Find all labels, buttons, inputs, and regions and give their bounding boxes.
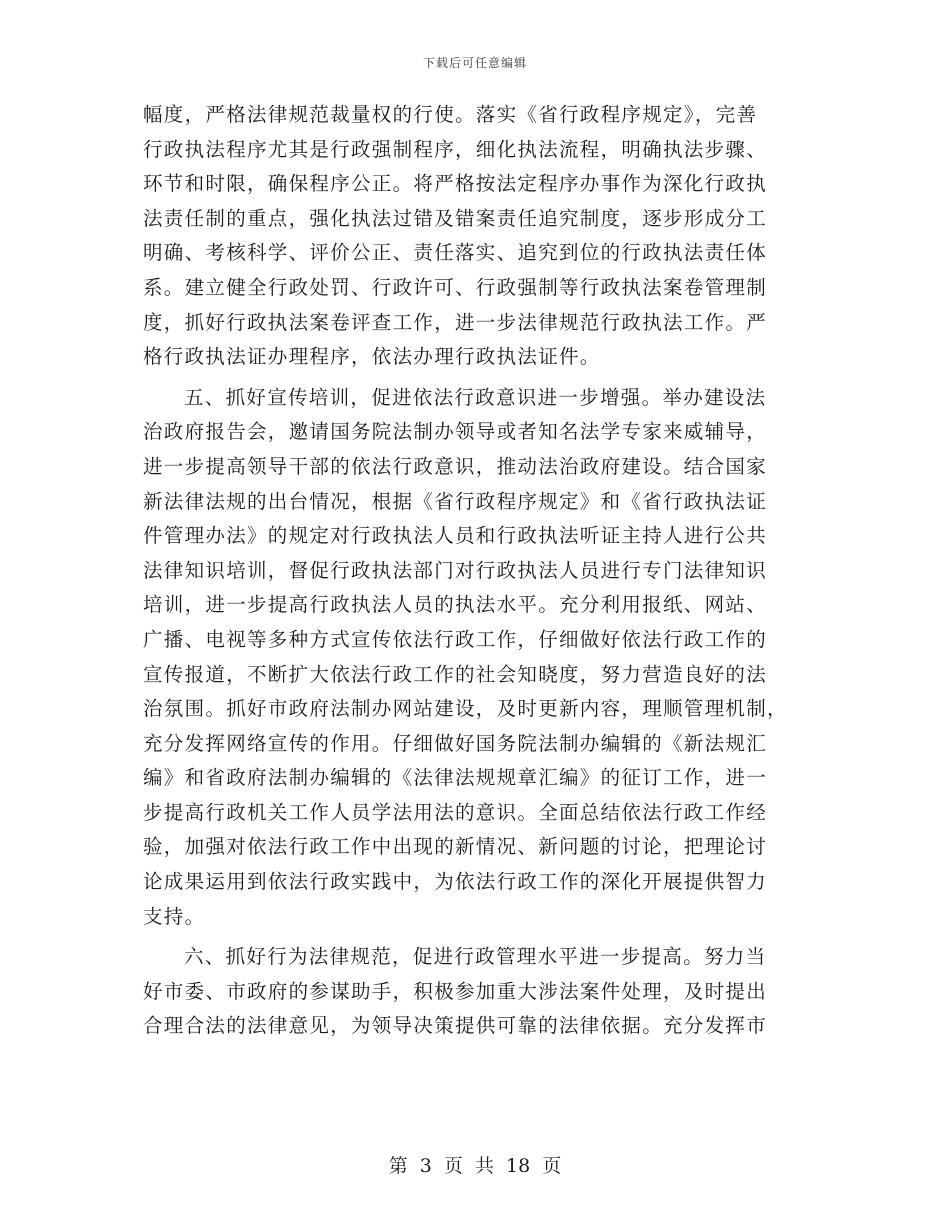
text-line: 件管理办法》的规定对行政执法人员和行政执法听证主持人进行公共 <box>143 524 768 548</box>
page-number: 第 3 页 共 18 页 <box>388 1155 562 1177</box>
paragraph <box>143 98 808 375</box>
page-header-note: 下载后可任意编辑 <box>422 56 527 70</box>
text-line: 好市委、市政府的参谋助手，积极参加重大涉法案件处理，及时提出 <box>143 979 768 1003</box>
text-line: 系。建立健全行政处罚、行政许可、行政强制等行政执法案卷管理制 <box>143 275 768 299</box>
text-line: 度，抓好行政执法案卷评查工作，进一步法律规范行政执法工作。严 <box>143 310 768 334</box>
text-line: 进一步提高领导干部的依法行政意识，推动法治政府建设。结合国家 <box>143 454 768 478</box>
text-line: 环节和时限，确保程序公正。将严格按法定程序办事作为深化行政执 <box>143 172 768 196</box>
text-line: 明确、考核科学、评价公正、责任落实、追究到位的行政执法责任体 <box>143 241 768 265</box>
text-line: 论成果运用到依法行政实践中，为依法行政工作的深化开展提供智力 <box>143 870 768 894</box>
text-line: 法责任制的重点，强化执法过错及错案责任追究制度，逐步形成分工 <box>143 206 768 230</box>
text-line: 宣传报道，不断扩大依法行政工作的社会知晓度，努力营造良好的法 <box>143 662 768 686</box>
paragraph <box>143 940 808 1044</box>
document-body <box>143 98 808 1044</box>
text-line: 编》和省政府法制办编辑的《法律法规规章汇编》的征订工作，进一 <box>143 766 768 790</box>
text-line: 法律知识培训，督促行政执法部门对行政执法人员进行专门法律知识 <box>143 558 768 582</box>
text-line: 广播、电视等多种方式宣传依法行政工作，仔细做好依法行政工作的 <box>143 627 768 651</box>
text-line: 六、抓好行为法律规范，促进行政管理水平进一步提高。努力当 <box>184 945 767 969</box>
text-line: 治氛围。抓好市政府法制办网站建设，及时更新内容，理顺管理机制， <box>143 697 788 721</box>
text-line: 幅度，严格法律规范裁量权的行使。落实《省行政程序规定》，完善 <box>143 103 758 126</box>
text-line: 格行政执法证办理程序，依法办理行政执法证件。 <box>143 345 601 369</box>
text-line: 治政府报告会，邀请国务院法制办领导或者知名法学专家来威辅导， <box>143 420 768 444</box>
text-line: 培训，进一步提高行政执法人员的执法水平。充分利用报纸、网站、 <box>143 593 768 617</box>
text-line: 行政执法程序尤其是行政强制程序，细化执法流程，明确执法步骤、 <box>143 137 768 161</box>
text-line: 合理合法的法律意见，为领导决策提供可靠的法律依据。充分发挥市 <box>143 1014 768 1038</box>
text-line: 五、抓好宣传培训，促进依法行政意识进一步增强。举办建设法 <box>184 385 767 409</box>
text-line: 验，加强对依法行政工作中出现的新情况、新问题的讨论，把理论讨 <box>143 835 768 859</box>
paragraph <box>143 381 808 935</box>
text-line: 充分发挥网络宣传的作用。仔细做好国务院法制办编辑的《新法规汇 <box>143 731 768 755</box>
text-line: 新法律法规的出台情况，根据《省行政程序规定》和《省行政执法证 <box>143 489 768 513</box>
text-line: 支持。 <box>143 904 206 928</box>
text-line: 步提高行政机关工作人员学法用法的意识。全面总结依法行政工作经 <box>143 800 768 824</box>
